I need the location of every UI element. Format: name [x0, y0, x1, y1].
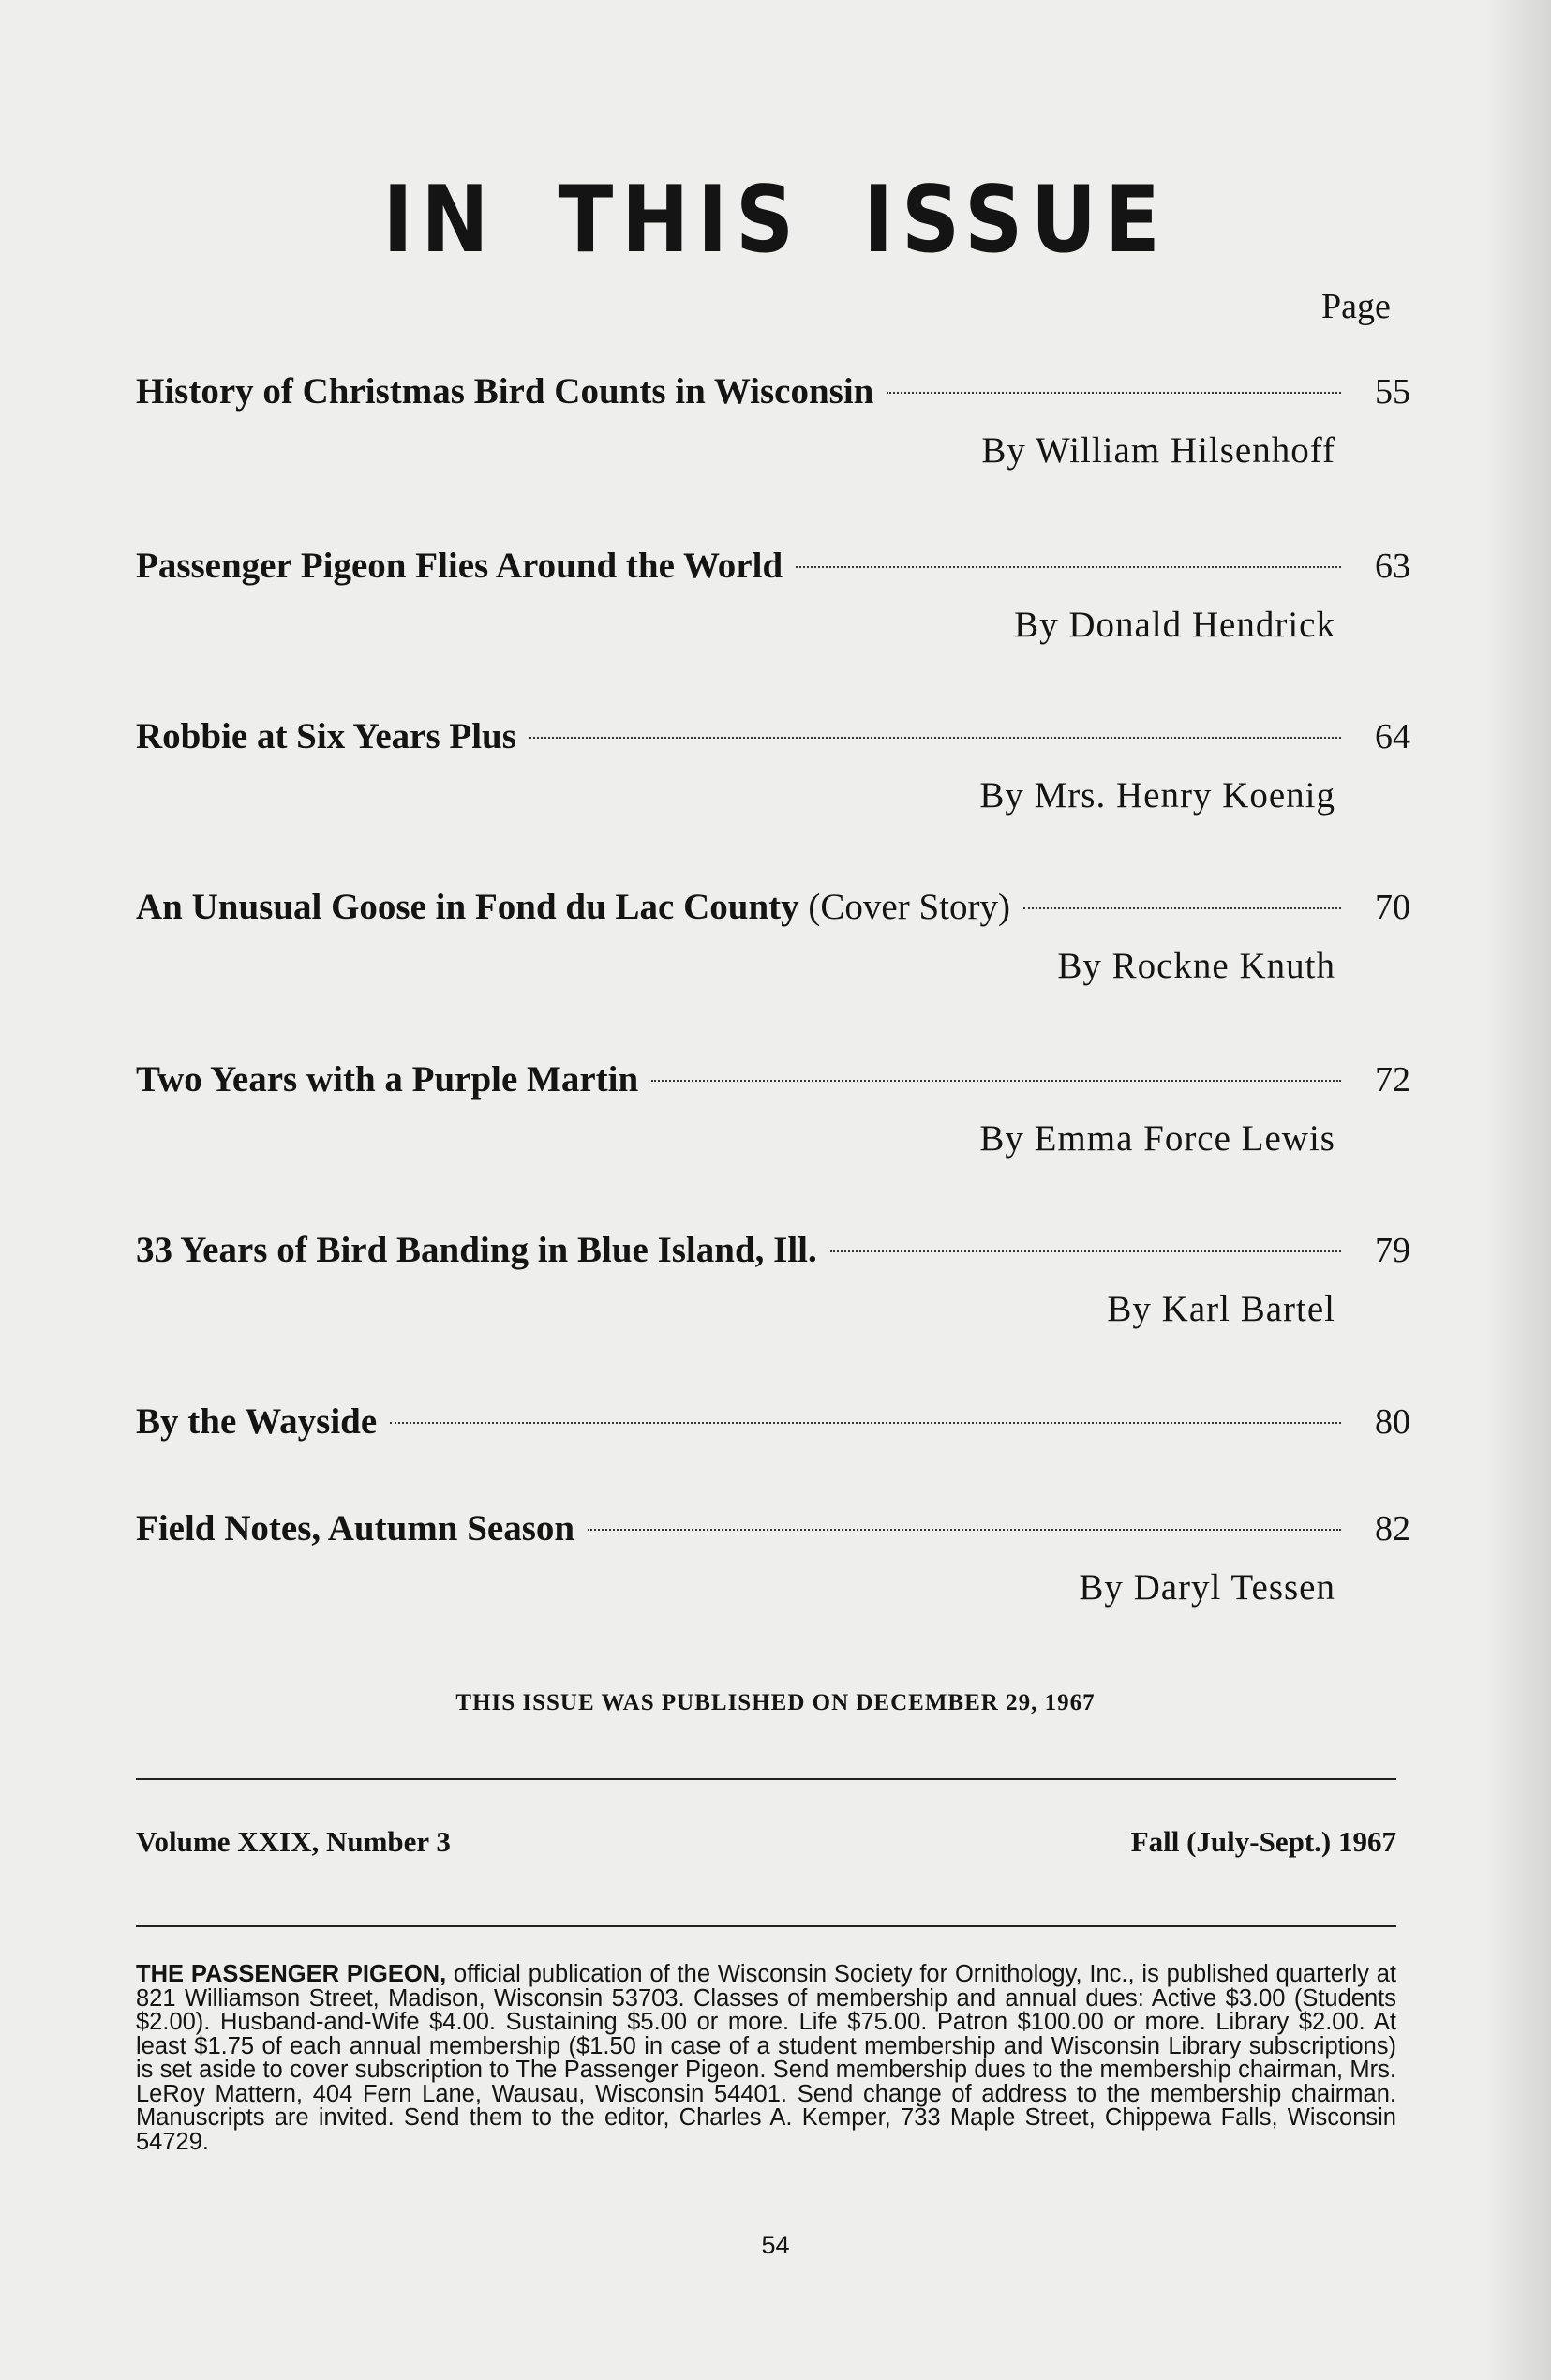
- toc-entry-title: Field Notes, Autumn Season: [136, 1508, 575, 1549]
- toc-entry-author: By Daryl Tessen: [1079, 1567, 1335, 1608]
- toc-entry-author: By Mrs. Henry Koenig: [979, 775, 1335, 816]
- page-column-label: Page: [1321, 287, 1391, 326]
- toc-entry-page: 63: [1375, 546, 1410, 586]
- colophon-body: official publication of the Wisconsin Society for Ornithology, Inc., is published quarterly at 821 Williamson Street, Madison, Wisconsin 53703. Classes of membership and annual dues: Active $3.00 (Students $2.00). Husband-and-Wife $4.00. Sustaining $5.00 or more. Life $75.00. Patron $100.00 or more. Library $2.00. At least $1.75 of each annual membership ($1.50 in case of a student membership and Wisconsin Library subscriptions) is set aside to cover subscription to The Passenger Pigeon. Send membership dues to the membership chairman, Mrs. LeRoy Mattern, 404 Fern Lane, Wausau, Wisconsin 54401. Send change of address to the membership chairman. Manuscripts are invited. Send them to the editor, Charles A. Kemper, 733 Maple Street, Chippewa Falls, Wisconsin 54729.: [136, 1961, 1396, 2155]
- toc-entry-title: By the Wayside: [136, 1401, 378, 1442]
- toc-entry: [136, 1503, 1410, 1634]
- colophon: [136, 1963, 1396, 2154]
- toc-entry-author: By Emma Force Lewis: [979, 1118, 1335, 1159]
- toc-entry: [136, 366, 1410, 540]
- toc-entry-page: 64: [1375, 717, 1410, 756]
- leader-dots: [588, 1529, 1341, 1531]
- page-number: 54: [761, 2231, 790, 2259]
- page-title: IN THIS ISSUE: [382, 167, 1169, 274]
- toc-entry-page: 79: [1375, 1231, 1410, 1270]
- toc-entry-title: History of Christmas Bird Counts in Wisconsin: [136, 371, 874, 412]
- divider-rule: [136, 1778, 1396, 1780]
- toc-entry-author: By Rockne Knuth: [1057, 946, 1335, 986]
- toc-entry-author: By Karl Bartel: [1107, 1289, 1335, 1329]
- toc-entry-page: 70: [1375, 888, 1410, 927]
- leader-dots: [830, 1250, 1341, 1252]
- toc-entry: [136, 1054, 1410, 1224]
- page-edge-shadow: [1485, 0, 1551, 2380]
- toc-entry-author: By Donald Hendrick: [1014, 605, 1335, 645]
- issue-season: Fall (July-Sept.) 1967: [1130, 1825, 1396, 1858]
- toc-entry-title: Passenger Pigeon Flies Around the World: [136, 546, 783, 586]
- toc-entry-title-note: (Cover Story): [808, 887, 1010, 927]
- toc-entry: [136, 881, 1410, 1054]
- toc-entry-author: By William Hilsenhoff: [981, 430, 1335, 471]
- toc-entry-page: 82: [1375, 1509, 1410, 1549]
- toc-entry-page: 72: [1375, 1060, 1410, 1100]
- leader-dots: [796, 566, 1341, 568]
- toc-entry-page: 80: [1375, 1402, 1410, 1442]
- leader-dots: [651, 1080, 1341, 1082]
- toc-entry-title: An Unusual Goose in Fond du Lac County (Cover Story): [136, 887, 1010, 927]
- leader-dots: [887, 392, 1341, 394]
- toc-entry-title: Robbie at Six Years Plus: [136, 716, 516, 756]
- colophon-lead: THE PASSENGER PIGEON,: [136, 1961, 447, 1987]
- toc-entry-page: 55: [1375, 372, 1410, 412]
- table-of-contents: [136, 366, 1410, 1634]
- toc-entry-title: Two Years with a Purple Martin: [136, 1059, 639, 1100]
- publication-date-note: THIS ISSUE WAS PUBLISHED ON DECEMBER 29, 1967: [455, 1690, 1096, 1715]
- leader-dots: [1023, 907, 1341, 909]
- toc-entry: [136, 1396, 1410, 1503]
- leader-dots: [529, 737, 1341, 739]
- toc-entry: [136, 1224, 1410, 1396]
- leader-dots: [390, 1422, 1341, 1424]
- volume-number: Volume XXIX, Number 3: [136, 1825, 451, 1858]
- toc-entry: [136, 540, 1410, 711]
- divider-rule: [136, 1925, 1396, 1927]
- toc-entry: [136, 711, 1410, 881]
- toc-entry-title: 33 Years of Bird Banding in Blue Island, Ill.: [136, 1230, 817, 1270]
